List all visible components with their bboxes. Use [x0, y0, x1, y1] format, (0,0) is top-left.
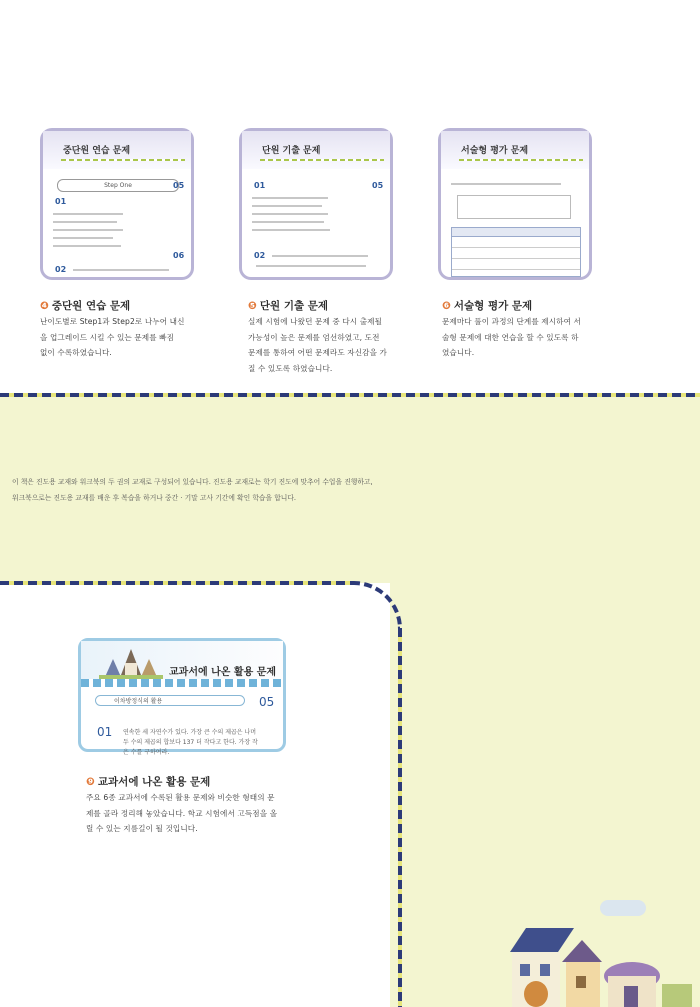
text-line	[451, 183, 561, 185]
caption-title-text: 서술형 평가 문제	[453, 300, 533, 312]
text-line	[252, 221, 324, 223]
problem-line: 은 수를 구하여라.	[123, 749, 170, 756]
caption-body	[86, 790, 277, 837]
caption-line: 주요 6종 교과서에 수록된 활용 문제와 비슷한 형태의 문	[86, 793, 275, 802]
problem-number: 02	[55, 265, 67, 274]
caption-title	[248, 298, 328, 313]
problem-number: 01	[254, 181, 266, 190]
step-tag: Step One	[57, 179, 179, 192]
card-header	[441, 131, 589, 169]
problem-line: 연속한 세 자연수가 있다. 가장 큰 수의 제곱은 나머	[123, 729, 257, 736]
card-header-rule	[459, 159, 583, 161]
card-mini-title: 서술형 평가 문제	[461, 146, 529, 156]
card-header-rule	[61, 159, 185, 161]
caption-title-text: 단원 기출 문제	[259, 300, 329, 312]
cloud-illustration	[600, 900, 646, 916]
card-mini-title: 교과서에 나온 활용 문제	[169, 667, 277, 678]
caption-line: 릴 수 있는 지름길이 될 것입니다.	[86, 824, 198, 833]
side-number: 05	[372, 181, 384, 190]
problem-number: 02	[254, 251, 266, 260]
preview-card-exam	[239, 128, 393, 280]
caption-body	[40, 314, 185, 361]
text-line	[252, 229, 330, 231]
preview-card-practice	[40, 128, 194, 280]
preview-card-essay	[438, 128, 592, 280]
card-mini-title: 단원 기출 문제	[262, 146, 321, 156]
caption-title	[442, 298, 532, 313]
caption-line: 없이 수록하였습니다.	[40, 348, 112, 357]
problem-line: 두 수의 제곱의 합보다 137 더 작다고 한다. 가장 작	[123, 739, 258, 746]
text-line	[53, 229, 123, 231]
problem-number: 01	[97, 725, 113, 739]
card-header	[81, 641, 283, 687]
caption-line: 을 업그레이드 시킬 수 있는 문제를 빠짐	[40, 332, 175, 342]
dashed-border-vertical	[398, 628, 402, 1007]
card-header	[43, 131, 191, 169]
text-line	[73, 269, 169, 271]
caption-body	[248, 314, 387, 376]
caption-number: ❻	[442, 300, 451, 312]
text-line	[53, 237, 113, 239]
caption-title	[40, 298, 130, 313]
answer-table	[451, 227, 581, 277]
text-line	[256, 265, 366, 267]
text-line	[252, 197, 328, 199]
text-line	[272, 255, 368, 257]
caption-number: ❾	[86, 776, 95, 788]
card-header	[242, 131, 390, 169]
text-line	[53, 245, 121, 247]
intro-line: 워크북으로는 진도용 교재를 배운 후 복습을 하거나 중간 · 기말 고사 기간에 확인 학습을 합니다.	[12, 494, 297, 502]
card-header-rule	[260, 159, 384, 161]
caption-title-text: 교과서에 나온 활용 문제	[97, 776, 211, 788]
side-number: 06	[173, 251, 185, 260]
card-header-band	[81, 679, 283, 687]
caption-body	[442, 314, 581, 361]
caption-title-text: 중단원 연습 문제	[51, 300, 131, 312]
caption-number: ❹	[40, 300, 49, 312]
caption-line: 난이도별로 Step1과 Step2로 나누어 내신	[40, 317, 185, 326]
caption-line: 제를 골라 정리해 놓았습니다. 학교 시험에서 고득점을 올	[86, 808, 278, 818]
problem-number: 01	[55, 197, 67, 206]
caption-line: 술형 문제에 대한 연습을 할 수 있도록 하	[442, 332, 579, 342]
dashed-border-top	[0, 393, 700, 397]
caption-number: ❺	[248, 300, 257, 312]
houses-illustration	[496, 924, 696, 1007]
caption-line: 였습니다.	[442, 348, 475, 357]
caption-line: 가능성이 높은 문제를 엄선하였고, 도전	[248, 332, 380, 342]
intro-line: 이 책은 진도용 교재와 워크북의 두 권의 교재로 구성되어 있습니다. 진도용 교재로는 학기 진도에 맞추어 수업을 진행하고,	[12, 478, 373, 486]
caption-line: 실제 시험에 나왔던 문제 중 다시 출제될	[248, 317, 383, 326]
formula-box	[457, 195, 571, 219]
text-line	[252, 205, 322, 207]
text-line	[252, 213, 328, 215]
village-illustration	[95, 645, 165, 681]
side-number: 05	[173, 181, 185, 190]
text-line	[53, 221, 117, 223]
dashed-border-middle	[0, 581, 354, 585]
caption-line: 질 수 있도록 하였습니다.	[248, 363, 333, 373]
caption-title	[86, 774, 210, 789]
caption-line: 문제마다 풀이 과정의 단계를 제시하여 서	[442, 317, 581, 326]
card-mini-title: 중단원 연습 문제	[63, 146, 131, 156]
text-line	[53, 213, 123, 215]
side-number: 05	[259, 695, 275, 709]
preview-card-textbook	[78, 638, 286, 756]
green-background-band	[0, 393, 700, 583]
caption-line: 문제를 통하여 어떤 문제라도 자신감을 가	[248, 348, 387, 357]
section-bar: 이차방정식의 활용	[95, 695, 245, 706]
